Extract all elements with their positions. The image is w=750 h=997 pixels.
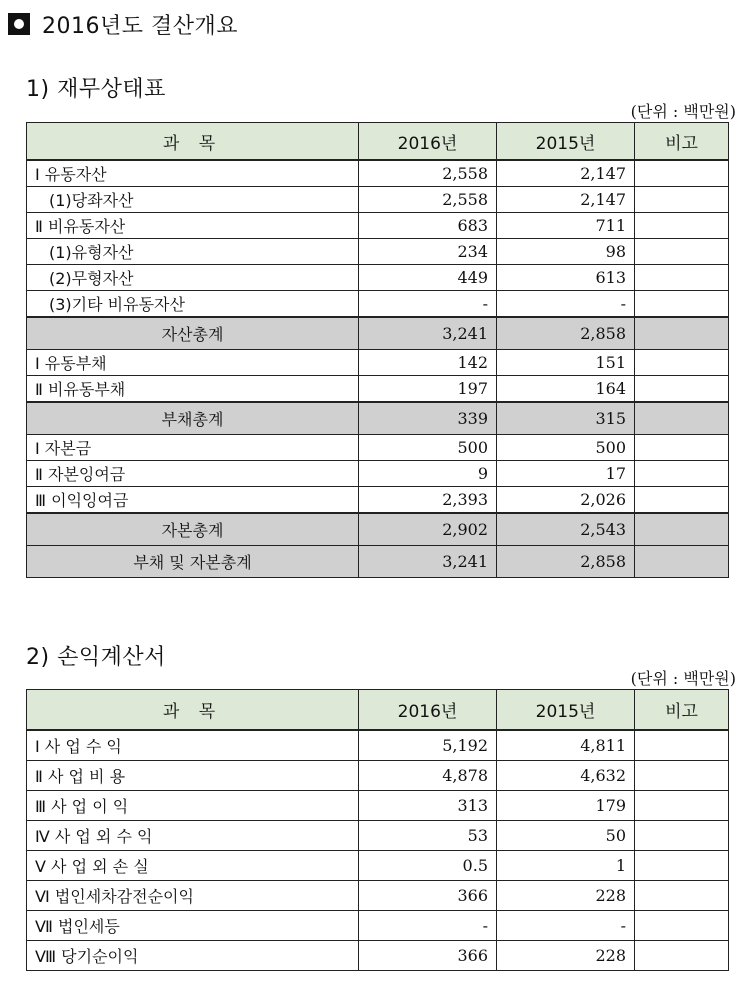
header-2016: 2016년 bbox=[359, 123, 497, 161]
table-row bbox=[27, 821, 729, 851]
note-cell bbox=[635, 461, 729, 487]
note-cell bbox=[635, 291, 729, 318]
value-2016: 500 bbox=[359, 435, 497, 461]
table-row bbox=[27, 213, 729, 239]
note-cell bbox=[635, 402, 729, 435]
value-2016: 53 bbox=[359, 821, 497, 851]
table-row bbox=[27, 461, 729, 487]
table-row bbox=[27, 435, 729, 461]
table-row bbox=[27, 350, 729, 376]
row-label-text: Ⅰ 유동자산 bbox=[35, 165, 107, 184]
value-2015: 613 bbox=[497, 265, 635, 291]
value-2015: 711 bbox=[497, 213, 635, 239]
value-2015: 179 bbox=[497, 791, 635, 821]
value-2015: 4,632 bbox=[497, 761, 635, 791]
row-label bbox=[27, 851, 359, 881]
value-2016: 5,192 bbox=[359, 730, 497, 761]
value-2015: 2,858 bbox=[497, 546, 635, 578]
row-label-text: Ⅲ 이익잉여금 bbox=[35, 491, 129, 510]
table-row bbox=[27, 911, 729, 941]
value-2016: 339 bbox=[359, 402, 497, 435]
value-2016: 366 bbox=[359, 941, 497, 971]
value-2016: 449 bbox=[359, 265, 497, 291]
value-2015: 50 bbox=[497, 821, 635, 851]
table-row bbox=[27, 851, 729, 881]
row-label-text: Ⅳ 사 업 외 수 익 bbox=[35, 827, 153, 846]
note-cell bbox=[635, 513, 729, 546]
value-2016: - bbox=[359, 911, 497, 941]
header-item: 과 목 bbox=[27, 690, 359, 731]
row-label bbox=[27, 881, 359, 911]
header-2015: 2015년 bbox=[497, 690, 635, 731]
row-label-text: Ⅱ 사 업 비 용 bbox=[35, 767, 126, 786]
value-2016: 3,241 bbox=[359, 317, 497, 350]
header-item: 과 목 bbox=[27, 123, 359, 161]
note-cell bbox=[635, 376, 729, 403]
header-note: 비고 bbox=[635, 123, 729, 161]
row-label bbox=[27, 941, 359, 971]
row-label bbox=[27, 239, 359, 265]
row-label bbox=[27, 291, 359, 318]
income-statement-title: 2) 손익계산서 bbox=[26, 645, 166, 670]
note-cell bbox=[635, 187, 729, 213]
row-label bbox=[27, 513, 359, 546]
value-2015: 164 bbox=[497, 376, 635, 403]
row-label-text: Ⅱ 비유동자산 bbox=[35, 217, 126, 236]
row-label-text: Ⅱ 자본잉여금 bbox=[35, 465, 126, 484]
row-label-text: 부채총계 bbox=[161, 410, 224, 429]
row-label bbox=[27, 350, 359, 376]
table-row bbox=[27, 730, 729, 761]
row-label-text: Ⅵ 법인세차감전순이익 bbox=[35, 887, 194, 906]
row-label bbox=[27, 435, 359, 461]
row-label bbox=[27, 187, 359, 213]
note-cell bbox=[635, 791, 729, 821]
table-row bbox=[27, 265, 729, 291]
row-label-text: 자산총계 bbox=[161, 325, 224, 344]
table-row bbox=[27, 160, 729, 187]
value-2015: 17 bbox=[497, 461, 635, 487]
value-2015: 2,026 bbox=[497, 487, 635, 514]
row-label-text: Ⅰ 자본금 bbox=[35, 439, 92, 458]
value-2016: 366 bbox=[359, 881, 497, 911]
table-row bbox=[27, 487, 729, 514]
table-row bbox=[27, 187, 729, 213]
total-row bbox=[27, 546, 729, 578]
value-2015: 2,147 bbox=[497, 187, 635, 213]
row-label-text: Ⅰ 유동부채 bbox=[35, 354, 107, 373]
row-label-text: Ⅲ 사 업 이 익 bbox=[35, 797, 129, 816]
table-row bbox=[27, 291, 729, 318]
table-header-row bbox=[27, 123, 729, 161]
value-2015: 228 bbox=[497, 941, 635, 971]
balance-sheet-title: 1) 재무상태표 bbox=[26, 77, 166, 102]
row-label-text: Ⅱ 비유동부채 bbox=[35, 380, 126, 399]
row-label-text: (1)유형자산 bbox=[49, 243, 134, 262]
value-2015: 2,858 bbox=[497, 317, 635, 350]
note-cell bbox=[635, 350, 729, 376]
header-2016: 2016년 bbox=[359, 690, 497, 731]
value-2016: 2,558 bbox=[359, 160, 497, 187]
row-label bbox=[27, 265, 359, 291]
row-label bbox=[27, 317, 359, 350]
row-label bbox=[27, 213, 359, 239]
balance-sheet-unit: (단위 : 백만원) bbox=[630, 102, 736, 121]
row-label-text: (3)기타 비유동자산 bbox=[49, 295, 185, 314]
row-label-text: Ⅷ 당기순이익 bbox=[35, 947, 139, 966]
value-2016: 683 bbox=[359, 213, 497, 239]
value-2016: 3,241 bbox=[359, 546, 497, 578]
row-label-text: Ⅴ 사 업 외 손 실 bbox=[35, 857, 149, 876]
row-label-text: (1)당좌자산 bbox=[49, 191, 134, 210]
row-label bbox=[27, 487, 359, 514]
row-label bbox=[27, 791, 359, 821]
value-2016: 0.5 bbox=[359, 851, 497, 881]
note-cell bbox=[635, 265, 729, 291]
note-cell bbox=[635, 821, 729, 851]
row-label bbox=[27, 376, 359, 403]
note-cell bbox=[635, 239, 729, 265]
value-2015: - bbox=[497, 911, 635, 941]
table-row bbox=[27, 761, 729, 791]
note-cell bbox=[635, 160, 729, 187]
value-2015: 315 bbox=[497, 402, 635, 435]
total-row bbox=[27, 402, 729, 435]
row-label-text: 자본총계 bbox=[161, 521, 224, 540]
table-row bbox=[27, 941, 729, 971]
note-cell bbox=[635, 851, 729, 881]
row-label bbox=[27, 402, 359, 435]
row-label bbox=[27, 821, 359, 851]
row-label-text: Ⅶ 법인세등 bbox=[35, 917, 120, 936]
row-label bbox=[27, 160, 359, 187]
income-statement-table bbox=[26, 689, 729, 971]
note-cell bbox=[635, 881, 729, 911]
value-2016: 234 bbox=[359, 239, 497, 265]
table-row bbox=[27, 791, 729, 821]
row-label bbox=[27, 761, 359, 791]
table-row bbox=[27, 376, 729, 403]
row-label bbox=[27, 911, 359, 941]
row-label bbox=[27, 546, 359, 578]
balance-sheet-table bbox=[26, 122, 729, 578]
note-cell bbox=[635, 487, 729, 514]
note-cell bbox=[635, 317, 729, 350]
note-cell bbox=[635, 941, 729, 971]
row-label-text: Ⅰ 사 업 수 익 bbox=[35, 737, 122, 756]
value-2015: 151 bbox=[497, 350, 635, 376]
bullet-icon bbox=[8, 13, 30, 35]
row-label-text: (2)무형자산 bbox=[49, 269, 134, 288]
value-2015: 228 bbox=[497, 881, 635, 911]
note-cell bbox=[635, 911, 729, 941]
row-label bbox=[27, 461, 359, 487]
header-2015: 2015년 bbox=[497, 123, 635, 161]
note-cell bbox=[635, 435, 729, 461]
value-2016: 197 bbox=[359, 376, 497, 403]
value-2016: 142 bbox=[359, 350, 497, 376]
table-row bbox=[27, 881, 729, 911]
row-label bbox=[27, 730, 359, 761]
income-statement-unit: (단위 : 백만원) bbox=[630, 669, 736, 688]
total-row bbox=[27, 513, 729, 546]
value-2015: 98 bbox=[497, 239, 635, 265]
total-row bbox=[27, 317, 729, 350]
value-2015: 1 bbox=[497, 851, 635, 881]
value-2016: 2,393 bbox=[359, 487, 497, 514]
row-label-text: 부채 및 자본총계 bbox=[133, 553, 252, 572]
note-cell bbox=[635, 213, 729, 239]
value-2016: 313 bbox=[359, 791, 497, 821]
note-cell bbox=[635, 546, 729, 578]
value-2016: 2,902 bbox=[359, 513, 497, 546]
value-2015: 2,147 bbox=[497, 160, 635, 187]
value-2016: - bbox=[359, 291, 497, 318]
main-title-text: 2016년도 결산개요 bbox=[42, 13, 238, 39]
value-2015: 500 bbox=[497, 435, 635, 461]
table-header-row bbox=[27, 690, 729, 731]
note-cell bbox=[635, 761, 729, 791]
value-2015: 2,543 bbox=[497, 513, 635, 546]
main-title bbox=[8, 8, 238, 40]
value-2015: - bbox=[497, 291, 635, 318]
value-2016: 2,558 bbox=[359, 187, 497, 213]
value-2015: 4,811 bbox=[497, 730, 635, 761]
value-2016: 4,878 bbox=[359, 761, 497, 791]
header-note: 비고 bbox=[635, 690, 729, 731]
table-row bbox=[27, 239, 729, 265]
note-cell bbox=[635, 730, 729, 761]
value-2016: 9 bbox=[359, 461, 497, 487]
